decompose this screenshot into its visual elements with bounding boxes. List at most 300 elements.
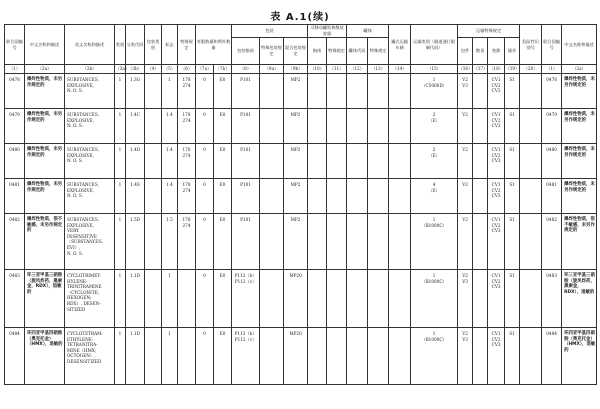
cn-name-repeat-cell: 爆炸性物质，未另作规定的 [562, 144, 597, 179]
un-cell: 0479 [5, 109, 25, 144]
cell-line: V2 [462, 273, 468, 278]
en-name-cell [65, 179, 115, 214]
code-cell: （7b） [214, 65, 232, 74]
cell-line: CV1 [491, 77, 501, 82]
package-cell [458, 109, 473, 144]
code-cell: （3b） [126, 65, 145, 74]
header-class-code: 分类代码 [126, 25, 145, 65]
cell-line: CV3 [491, 342, 501, 348]
mixed-packing-cell: MP20 [284, 270, 308, 328]
code-cell: （14） [389, 65, 411, 74]
pt-instruction-cell [308, 144, 327, 179]
cell-line: SUBSTANCES, [67, 112, 99, 117]
cn-name-cell: 环三亚甲基三硝胺（旋风炸药，黑索金，RDX），退敏的 [25, 270, 65, 328]
class-cell: 1 [115, 144, 126, 179]
pt-instruction-cell [308, 109, 327, 144]
cn-name-repeat-cell: 爆炸性物质，未另作规定的 [562, 109, 597, 144]
cell-line: EXPLOSIVE, [67, 82, 95, 88]
pt-special-cell [327, 144, 347, 179]
transport-category-cell [411, 179, 458, 214]
cell-line: 178 [182, 147, 191, 152]
special-provisions-cell [178, 214, 196, 270]
en-name-cell [65, 109, 115, 144]
limited-qty-cell: 0 [196, 179, 214, 214]
dangerous-goods-table [4, 24, 597, 385]
loading-cell [488, 328, 505, 385]
packing-group-cell [145, 328, 162, 385]
cell-line: CYCLOTRIMET- [67, 273, 101, 278]
cell-line: CV3 [491, 228, 501, 234]
mixed-packing-cell: MP2 [284, 179, 308, 214]
table-body [5, 74, 597, 385]
special-provisions-cell [178, 144, 196, 179]
cell-line: V2 [462, 112, 468, 117]
cell-line: CV1 [491, 182, 501, 187]
class-code-cell: 1.4C [126, 109, 145, 144]
cell-line: V2 [462, 77, 468, 82]
cell-line: 178 [182, 182, 191, 187]
pt-instruction-cell [308, 74, 327, 109]
excepted-qty-cell: E0 [214, 109, 232, 144]
table-row [5, 179, 597, 214]
packing-group-cell [145, 214, 162, 270]
code-cell: （20） [520, 65, 542, 74]
package-cell [458, 214, 473, 270]
label-cell: 1 [162, 270, 178, 328]
special-packing-cell [260, 214, 284, 270]
excepted-qty-cell: E0 [214, 328, 232, 385]
tank-special-cell [368, 144, 389, 179]
cell-line: 274 [182, 187, 191, 193]
cn-name-cell: 爆炸性物质，未另作规定的 [25, 74, 65, 109]
tank-vehicle-cell [389, 74, 411, 109]
cell-line: CV1 [491, 331, 501, 336]
hazard-id-cell [520, 270, 542, 328]
limited-qty-cell: 0 [196, 109, 214, 144]
code-cell: （10） [308, 65, 327, 74]
operation-cell: S1 [505, 144, 520, 179]
cell-line: CV1 [491, 273, 501, 278]
cell-line: 178 [182, 217, 191, 222]
cell-line: EXPLOSIVE, [67, 187, 95, 193]
excepted-qty-cell: E0 [214, 214, 232, 270]
cell-line: CV2 [491, 117, 501, 123]
code-cell: （5） [162, 65, 178, 74]
packing-group-cell [145, 179, 162, 214]
package-cell [458, 270, 473, 328]
loading-cell [488, 270, 505, 328]
un-repeat-cell: 0480 [542, 144, 562, 179]
code-cell: （7a） [196, 65, 214, 74]
cell-line: SUBSTANCES, [67, 217, 99, 222]
cell-line: CV3 [491, 284, 501, 290]
label-cell: 1.4 [162, 179, 178, 214]
bulk-cell [473, 270, 488, 328]
special-provisions-cell [178, 109, 196, 144]
cell-line: HEXOGEN; [67, 295, 92, 301]
en-name-cell [65, 74, 115, 109]
hazard-id-cell [520, 214, 542, 270]
un-cell: 0484 [5, 328, 25, 385]
excepted-qty-cell: E0 [214, 144, 232, 179]
cell-line: V3 [462, 82, 468, 88]
packing-instruction-cell [232, 214, 260, 270]
tank-code-cell [347, 144, 368, 179]
cell-line: 178 [182, 112, 191, 117]
tank-code-cell [347, 214, 368, 270]
transport-category-cell [411, 144, 458, 179]
pt-instruction-cell [308, 214, 327, 270]
cell-line: V3 [462, 336, 468, 342]
code-cell: （2a） [25, 65, 65, 74]
un-repeat-cell: 0482 [542, 214, 562, 270]
code-cell: （8） [232, 65, 260, 74]
header-hazard-id: 危险性识别号 [520, 25, 542, 65]
code-cell: （16） [458, 65, 473, 74]
cell-line: P101 [240, 77, 251, 82]
tank-vehicle-cell [389, 328, 411, 385]
header-mixed-packing: 混合包装规定 [284, 38, 308, 65]
class-cell: 1 [115, 179, 126, 214]
special-packing-cell [260, 144, 284, 179]
code-cell: （4） [145, 65, 162, 74]
en-name-cell [65, 214, 115, 270]
cell-line: （C5000D） [421, 82, 447, 88]
limited-qty-cell: 0 [196, 328, 214, 385]
cell-line: P112（b） [234, 273, 257, 278]
limited-qty-cell: 0 [196, 270, 214, 328]
cell-line: CV1 [491, 147, 501, 152]
en-name-cell [65, 328, 115, 385]
tank-vehicle-cell [389, 179, 411, 214]
packing-group-cell [145, 74, 162, 109]
header-transport-special: 运输特殊规定 [458, 25, 520, 38]
special-packing-cell [260, 74, 284, 109]
cell-line: 274 [182, 152, 191, 158]
cell-line: 2 [432, 112, 436, 117]
tank-code-cell [347, 74, 368, 109]
transport-category-cell [411, 109, 458, 144]
cell-line: 178 [182, 77, 191, 82]
code-cell: （9b） [284, 65, 308, 74]
packing-instruction-cell [232, 179, 260, 214]
header-special-packing: 特殊包装规定 [260, 38, 284, 65]
bulk-cell [473, 74, 488, 109]
transport-category-cell [411, 74, 458, 109]
code-cell: （19） [505, 65, 520, 74]
class-code-cell: 1.1D [126, 270, 145, 328]
cell-line: P112（c） [234, 336, 257, 342]
cell-line: 274 [182, 82, 191, 88]
special-provisions-cell [178, 74, 196, 109]
code-cell: （9a） [260, 65, 284, 74]
pt-special-cell [327, 214, 347, 270]
header-special-provisions: 特殊规定 [178, 25, 196, 65]
limited-qty-cell: 0 [196, 74, 214, 109]
table-row [5, 109, 597, 144]
cell-line: TRINITRAMINE [67, 284, 102, 290]
special-provisions-cell [178, 179, 196, 214]
header-cn-name: 中文名称和描述 [25, 25, 65, 65]
header-package: 包件 [458, 38, 473, 65]
en-name-cell [65, 144, 115, 179]
cn-name-repeat-cell: 爆炸性物质，未另作规定的 [562, 74, 597, 109]
header-cn-name-repeat: 中文名称和描述 [562, 25, 597, 65]
cell-line: V2 [462, 331, 468, 336]
header-tank-special: 特殊规定 [368, 38, 389, 65]
cell-line: （B1000C） [421, 336, 447, 342]
cell-line: CV2 [491, 187, 501, 193]
cell-line: （SUBSTANCES, [67, 239, 104, 245]
cell-line: V3 [462, 278, 468, 284]
cell-line: CV2 [491, 82, 501, 88]
cn-name-cell: 爆炸性物质，很不敏感，未另作规定的 [25, 214, 65, 270]
cell-line: CV2 [491, 222, 501, 228]
header-transport-category: 运输类别（隧道通行限制代码） [411, 25, 458, 65]
cell-line: N. O. S. [67, 193, 83, 199]
excepted-qty-cell: E0 [214, 74, 232, 109]
en-name-cell [65, 270, 115, 328]
hazard-id-cell [520, 74, 542, 109]
header-label: 标志 [162, 25, 178, 65]
tank-vehicle-cell [389, 144, 411, 179]
tank-special-cell [368, 270, 389, 328]
cell-line: CV2 [491, 278, 501, 284]
header-packaging-group: 包装 [232, 25, 308, 38]
cell-line: INSENSITIVE [67, 233, 97, 239]
label-cell: 1.5 [162, 214, 178, 270]
special-packing-cell [260, 328, 284, 385]
pt-special-cell [327, 109, 347, 144]
code-cell: （12） [347, 65, 368, 74]
un-repeat-cell: 0484 [542, 328, 562, 385]
cell-line: EXPLOSIVE, [67, 222, 95, 228]
class-code-cell: 1.1D [126, 328, 145, 385]
tank-code-cell [347, 270, 368, 328]
pt-instruction-cell [308, 270, 327, 328]
un-repeat-cell: 0481 [542, 179, 562, 214]
class-cell: 1 [115, 74, 126, 109]
cell-line: MINE（HMX; [67, 347, 97, 353]
bulk-cell [473, 328, 488, 385]
cell-line: V2 [462, 147, 468, 152]
header-pt-instruction: 指南 [308, 38, 327, 65]
code-cell: （3a） [115, 65, 126, 74]
limited-qty-cell: 0 [196, 144, 214, 179]
cell-line: SUBSTANCES, [67, 147, 99, 152]
header-loading: 装卸 [488, 38, 505, 65]
cell-line: EXPLOSIVE, [67, 152, 95, 158]
package-cell [458, 179, 473, 214]
loading-cell [488, 214, 505, 270]
code-cell: （2b） [65, 65, 115, 74]
special-packing-cell [260, 270, 284, 328]
header-bulk: 散货 [473, 38, 488, 65]
cn-name-repeat-cell: 环三亚甲基三硝胺（旋风炸药，黑索金，RDX），退敏的 [562, 270, 597, 328]
table-row [5, 144, 597, 179]
mixed-packing-cell: MP2 [284, 109, 308, 144]
cell-line: （B1000C） [421, 278, 447, 284]
special-packing-cell [260, 179, 284, 214]
cell-line: CV1 [491, 217, 501, 222]
cell-line: N. O. S. [67, 88, 83, 94]
bulk-cell [473, 214, 488, 270]
cell-line: OCTOGEN）, [67, 353, 96, 359]
tank-vehicle-cell [389, 214, 411, 270]
cell-line: 274 [182, 222, 191, 228]
cell-line: 1 [432, 273, 436, 278]
cell-line: 1 [432, 77, 436, 82]
un-repeat-cell: 0478 [542, 74, 562, 109]
cell-line: V2 [462, 182, 468, 187]
cell-line: N. O. S. [67, 158, 83, 164]
pt-special-cell [327, 74, 347, 109]
cell-line: CYCLOTETRAM- [67, 331, 103, 336]
cell-line: 1 [432, 217, 436, 222]
cell-line: 4 [432, 182, 436, 187]
cell-line: P112（b） [234, 331, 257, 336]
tank-special-cell [368, 328, 389, 385]
cell-line: EXPLOSIVE, [67, 117, 95, 123]
operation-cell: S1 [505, 214, 520, 270]
loading-cell [488, 74, 505, 109]
operation-cell: S1 [505, 328, 520, 385]
tank-vehicle-cell [389, 270, 411, 328]
header-un: 联合国编号 [5, 25, 25, 65]
header-tank-code: 罐体代码 [347, 38, 368, 65]
packing-group-cell [145, 144, 162, 179]
cn-name-cell: 爆炸性物质，未另作规定的 [25, 109, 65, 144]
class-cell: 1 [115, 214, 126, 270]
operation-cell: S1 [505, 109, 520, 144]
cn-name-repeat-cell: 环四亚甲基四硝胺（奥克托金）（HMX），退敏的 [562, 328, 597, 385]
code-cell: （18） [488, 65, 505, 74]
label-cell: 1 [162, 74, 178, 109]
cell-line: 274 [182, 117, 191, 123]
header-tanks: 罐体 [347, 25, 389, 38]
hazard-id-cell [520, 109, 542, 144]
un-cell: 0478 [5, 74, 25, 109]
cell-line: ETHYLENE- [67, 336, 94, 342]
pt-special-cell [327, 328, 347, 385]
code-cell: （1） [5, 65, 25, 74]
special-packing-cell [260, 109, 284, 144]
cn-name-cell: 爆炸性物质，未另作规定的 [25, 144, 65, 179]
un-repeat-cell: 0483 [542, 270, 562, 328]
transport-category-cell [411, 328, 458, 385]
class-code-cell: 1.4S [126, 179, 145, 214]
packing-instruction-cell [232, 109, 260, 144]
excepted-qty-cell: E0 [214, 270, 232, 328]
class-code-cell: 1.3G [126, 74, 145, 109]
class-code-cell: 1.5D [126, 214, 145, 270]
packing-instruction-cell [232, 328, 260, 385]
cell-line: （CYCLONITE; [67, 289, 100, 295]
cell-line: 2 [432, 147, 436, 152]
un-repeat-cell: 0479 [542, 109, 562, 144]
cell-line: （B1000C） [421, 222, 447, 228]
hazard-id-cell [520, 179, 542, 214]
cell-line: （E） [428, 187, 440, 193]
cell-line: TETRANITRA- [67, 342, 98, 348]
cell-line: CV2 [491, 152, 501, 158]
code-cell: （1） [542, 65, 562, 74]
operation-cell: S1 [505, 179, 520, 214]
code-cell: （13） [368, 65, 389, 74]
un-cell: 0481 [5, 179, 25, 214]
code-cell: （2a） [562, 65, 597, 74]
loading-cell [488, 144, 505, 179]
mixed-packing-cell: MP2 [284, 74, 308, 109]
mixed-packing-cell: MP20 [284, 328, 308, 385]
package-cell [458, 74, 473, 109]
cell-line: SUBSTANCES, [67, 182, 99, 187]
tank-special-cell [368, 74, 389, 109]
cell-line: （E） [428, 152, 440, 158]
code-cell: （6） [178, 65, 196, 74]
header-pt-special: 特殊规定 [327, 38, 347, 65]
cell-line: SITIZED [67, 306, 86, 312]
table-row [5, 328, 597, 385]
label-cell: 1 [162, 328, 178, 385]
header-packing-instruction: 包装指南 [232, 38, 260, 65]
un-cell: 0483 [5, 270, 25, 328]
packing-group-cell [145, 109, 162, 144]
transport-category-cell [411, 270, 458, 328]
tank-vehicle-cell [389, 109, 411, 144]
cell-line: N. O. S. [67, 250, 83, 256]
cell-line: CV2 [491, 336, 501, 342]
header-packing-group: 包装类别 [145, 25, 162, 65]
tank-code-cell [347, 328, 368, 385]
code-cell: （11） [327, 65, 347, 74]
operation-cell: S1 [505, 74, 520, 109]
cn-name-cell: 环四亚甲基四硝胺（奥克托金）（HMX），退敏的 [25, 328, 65, 385]
cn-name-repeat-cell: 爆炸性物质，未另作规定的 [562, 179, 597, 214]
packing-instruction-cell [232, 144, 260, 179]
table-row [5, 74, 597, 109]
cell-line: CV1 [491, 112, 501, 117]
class-cell: 1 [115, 109, 126, 144]
special-provisions-cell [178, 328, 196, 385]
packing-group-cell [145, 270, 162, 328]
table-header [5, 25, 597, 74]
package-cell [458, 144, 473, 179]
bulk-cell [473, 109, 488, 144]
cell-line: P101 [240, 112, 251, 117]
cell-line: CV3 [491, 193, 501, 199]
label-cell: 1.4 [162, 144, 178, 179]
packing-instruction-cell [232, 74, 260, 109]
un-cell: 0482 [5, 214, 25, 270]
cell-line: SUBSTANCES, [67, 77, 99, 82]
cell-line: RDX）, DESEN- [67, 300, 101, 306]
header-un-repeat: 联合国编号 [542, 25, 562, 65]
cell-line: EVI）, [67, 244, 81, 250]
cell-line: V2 [462, 217, 468, 222]
tank-code-cell [347, 109, 368, 144]
cell-line: P101 [240, 147, 251, 152]
cell-line: P112（c） [234, 278, 257, 284]
cell-line: CV3 [491, 158, 501, 164]
label-cell: 1.4 [162, 109, 178, 144]
header-tank-vehicle: 罐式运输车辆 [389, 25, 411, 65]
pt-instruction-cell [308, 179, 327, 214]
table-row [5, 214, 597, 270]
un-cell: 0480 [5, 144, 25, 179]
limited-qty-cell: 0 [196, 214, 214, 270]
hazard-id-cell [520, 328, 542, 385]
